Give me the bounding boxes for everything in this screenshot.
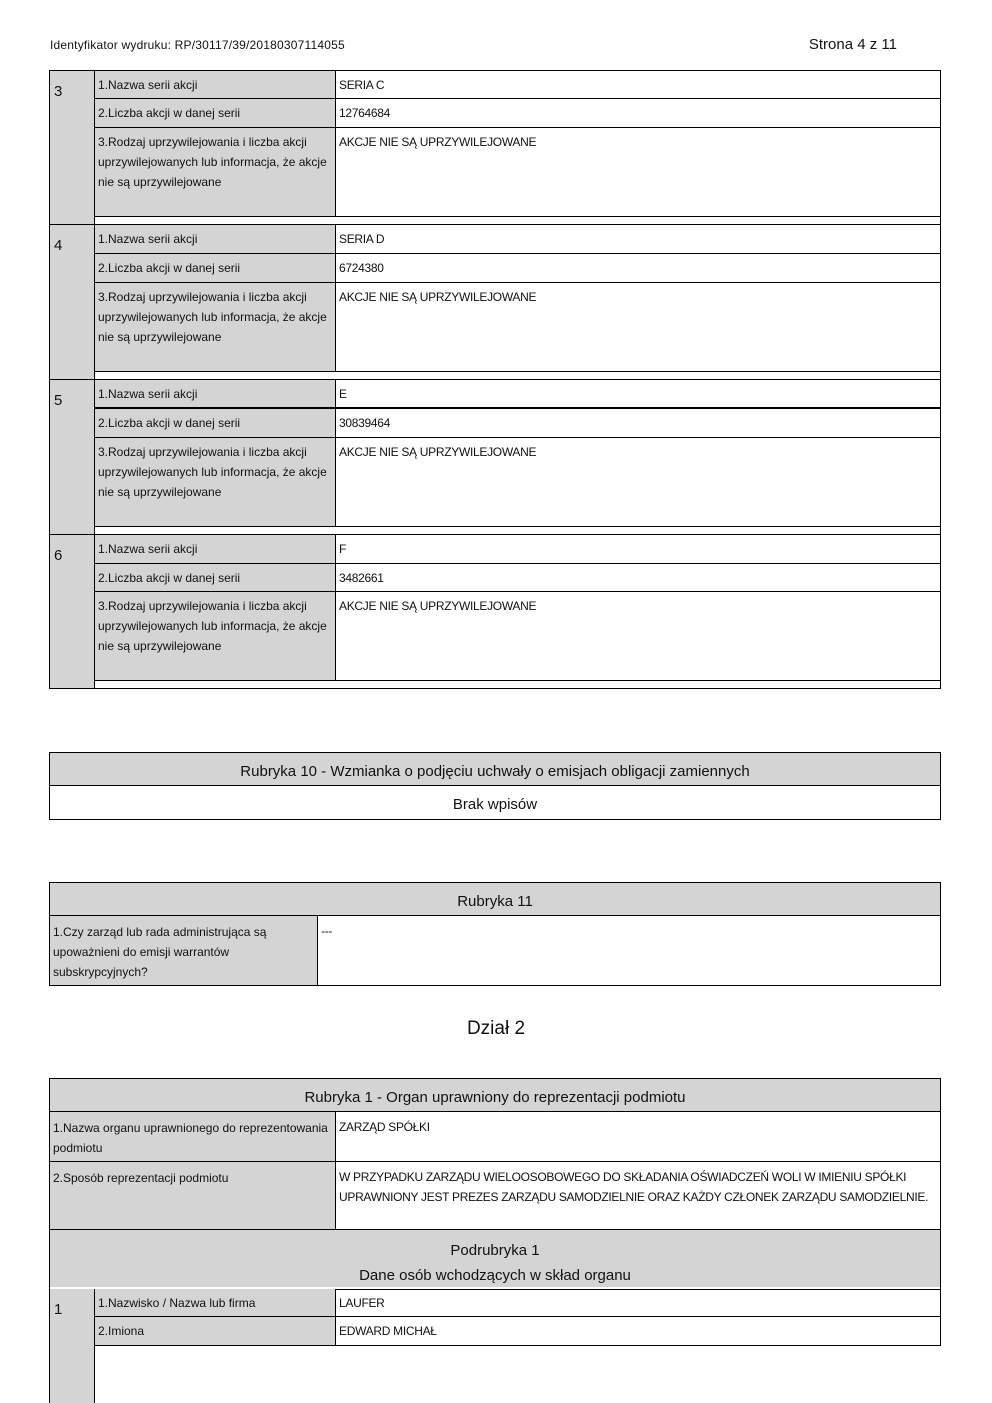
series-block-5 <box>49 379 941 535</box>
rubryka-10-title: Rubryka 10 - Wzmianka o podjęciu uchwały o emisjach obligacji zamiennych <box>50 753 940 786</box>
person-block-1 <box>49 1289 941 1403</box>
row-label: 3.Rodzaj uprzywilejowania i liczba akcji uprzywilejowanych lub informacja, że akcje nie są uprzywilejowane <box>95 438 336 526</box>
no-entries-text: Brak wpisów <box>452 796 538 813</box>
series-number: 4 <box>50 225 95 379</box>
table-row <box>95 71 940 99</box>
row-value: 6724380 <box>339 261 384 275</box>
rubryka-10 <box>49 752 941 820</box>
row-value: SERIA C <box>339 78 385 92</box>
row-label: 2.Imiona <box>95 1317 336 1345</box>
table-row <box>95 1317 940 1346</box>
row-value: ZARZĄD SPÓŁKI <box>339 1120 430 1134</box>
table-row <box>50 1112 940 1161</box>
row-label: 1.Czy zarząd lub rada administrująca są upoważnieni do emisji warrantów subskrypcyjnych? <box>50 916 318 985</box>
row-label: 3.Rodzaj uprzywilejowania i liczba akcji uprzywilejowanych lub informacja, że akcje nie są uprzywilejowane <box>95 128 336 216</box>
row-value: LAUFER <box>339 1296 385 1310</box>
table-row <box>95 254 940 283</box>
rubryka-11-title: Rubryka 11 <box>50 883 940 916</box>
table-row <box>95 283 940 372</box>
table-row <box>95 409 940 438</box>
row-label: 2.Liczba akcji w danej serii <box>95 99 336 127</box>
row-label: 1.Nazwisko / Nazwa lub firma <box>95 1289 336 1316</box>
table-row <box>95 380 940 409</box>
row-value: 12764684 <box>339 106 390 120</box>
row-label: 3.Rodzaj uprzywilejowania i liczba akcji uprzywilejowanych lub informacja, że akcje nie są uprzywilejowane <box>95 283 336 371</box>
row-value: W PRZYPADKU ZARZĄDU WIELOOSOBOWEGO DO SKŁADANIA OŚWIADCZEŃ WOLI W IMIENIU SPÓŁKI UPRAWNIONY JEST PREZES ZARZĄDU SAMODZIELNIE ORAZ KAŻDY CZŁONEK ZARZĄDU SAMODZIELNIE. <box>339 1170 929 1204</box>
row-label: 1.Nazwa organu uprawnionego do reprezentowania podmiotu <box>50 1112 336 1161</box>
series-number: 5 <box>50 380 95 534</box>
person-number: 1 <box>49 1289 95 1403</box>
subsection-title-line1: Podrubryka 1 <box>450 1242 540 1259</box>
table-row <box>95 438 940 527</box>
rubryka-1-title: Rubryka 1 - Organ uprawniony do reprezentacji podmiotu <box>50 1079 940 1112</box>
table-row <box>95 1289 940 1317</box>
table-row <box>95 99 940 128</box>
row-value: AKCJE NIE SĄ UPRZYWILEJOWANE <box>339 445 537 459</box>
row-label: 1.Nazwa serii akcji <box>95 225 336 253</box>
row-label: 3.Rodzaj uprzywilejowania i liczba akcji uprzywilejowanych lub informacja, że akcje nie są uprzywilejowane <box>95 592 336 680</box>
table-row <box>95 535 940 564</box>
row-label: 2.Liczba akcji w danej serii <box>95 564 336 591</box>
series-block-3 <box>49 70 941 225</box>
table-row <box>50 916 940 985</box>
row-value: --- <box>321 924 333 938</box>
row-label: 1.Nazwa serii akcji <box>95 535 336 563</box>
series-number: 6 <box>50 535 95 688</box>
row-label: 2.Sposób reprezentacji podmiotu <box>50 1162 336 1229</box>
row-value: SERIA D <box>339 232 385 246</box>
subsection-title <box>50 1229 940 1287</box>
row-value: EDWARD MICHAŁ <box>339 1324 437 1338</box>
row-value: E <box>339 387 347 401</box>
rubryka-11 <box>49 882 941 986</box>
row-value: AKCJE NIE SĄ UPRZYWILEJOWANE <box>339 290 537 304</box>
rubryka-1 <box>49 1078 941 1290</box>
table-row <box>95 592 940 681</box>
row-value: 30839464 <box>339 416 390 430</box>
row-value: AKCJE NIE SĄ UPRZYWILEJOWANE <box>339 135 537 149</box>
row-label: 2.Liczba akcji w danej serii <box>95 409 336 437</box>
row-label: 1.Nazwa serii akcji <box>95 380 336 407</box>
row-label: 1.Nazwa serii akcji <box>95 71 336 98</box>
table-row <box>95 225 940 254</box>
page-number: Strona 4 z 11 <box>808 36 897 53</box>
print-identifier: Identyfikator wydruku: RP/30117/39/20180307114055 <box>50 38 345 52</box>
section-heading: Dział 2 <box>466 1018 526 1039</box>
table-row <box>50 1161 940 1229</box>
row-value: AKCJE NIE SĄ UPRZYWILEJOWANE <box>339 599 537 613</box>
table-row <box>95 564 940 592</box>
series-block-4 <box>49 224 941 380</box>
series-block-6 <box>49 534 941 689</box>
row-label: 2.Liczba akcji w danej serii <box>95 254 336 282</box>
row-value: 3482661 <box>339 571 384 585</box>
row-value: F <box>339 542 347 556</box>
table-row <box>95 128 940 217</box>
subsection-title-line2: Dane osób wchodzących w skład organu <box>359 1267 631 1284</box>
series-number: 3 <box>50 71 95 224</box>
